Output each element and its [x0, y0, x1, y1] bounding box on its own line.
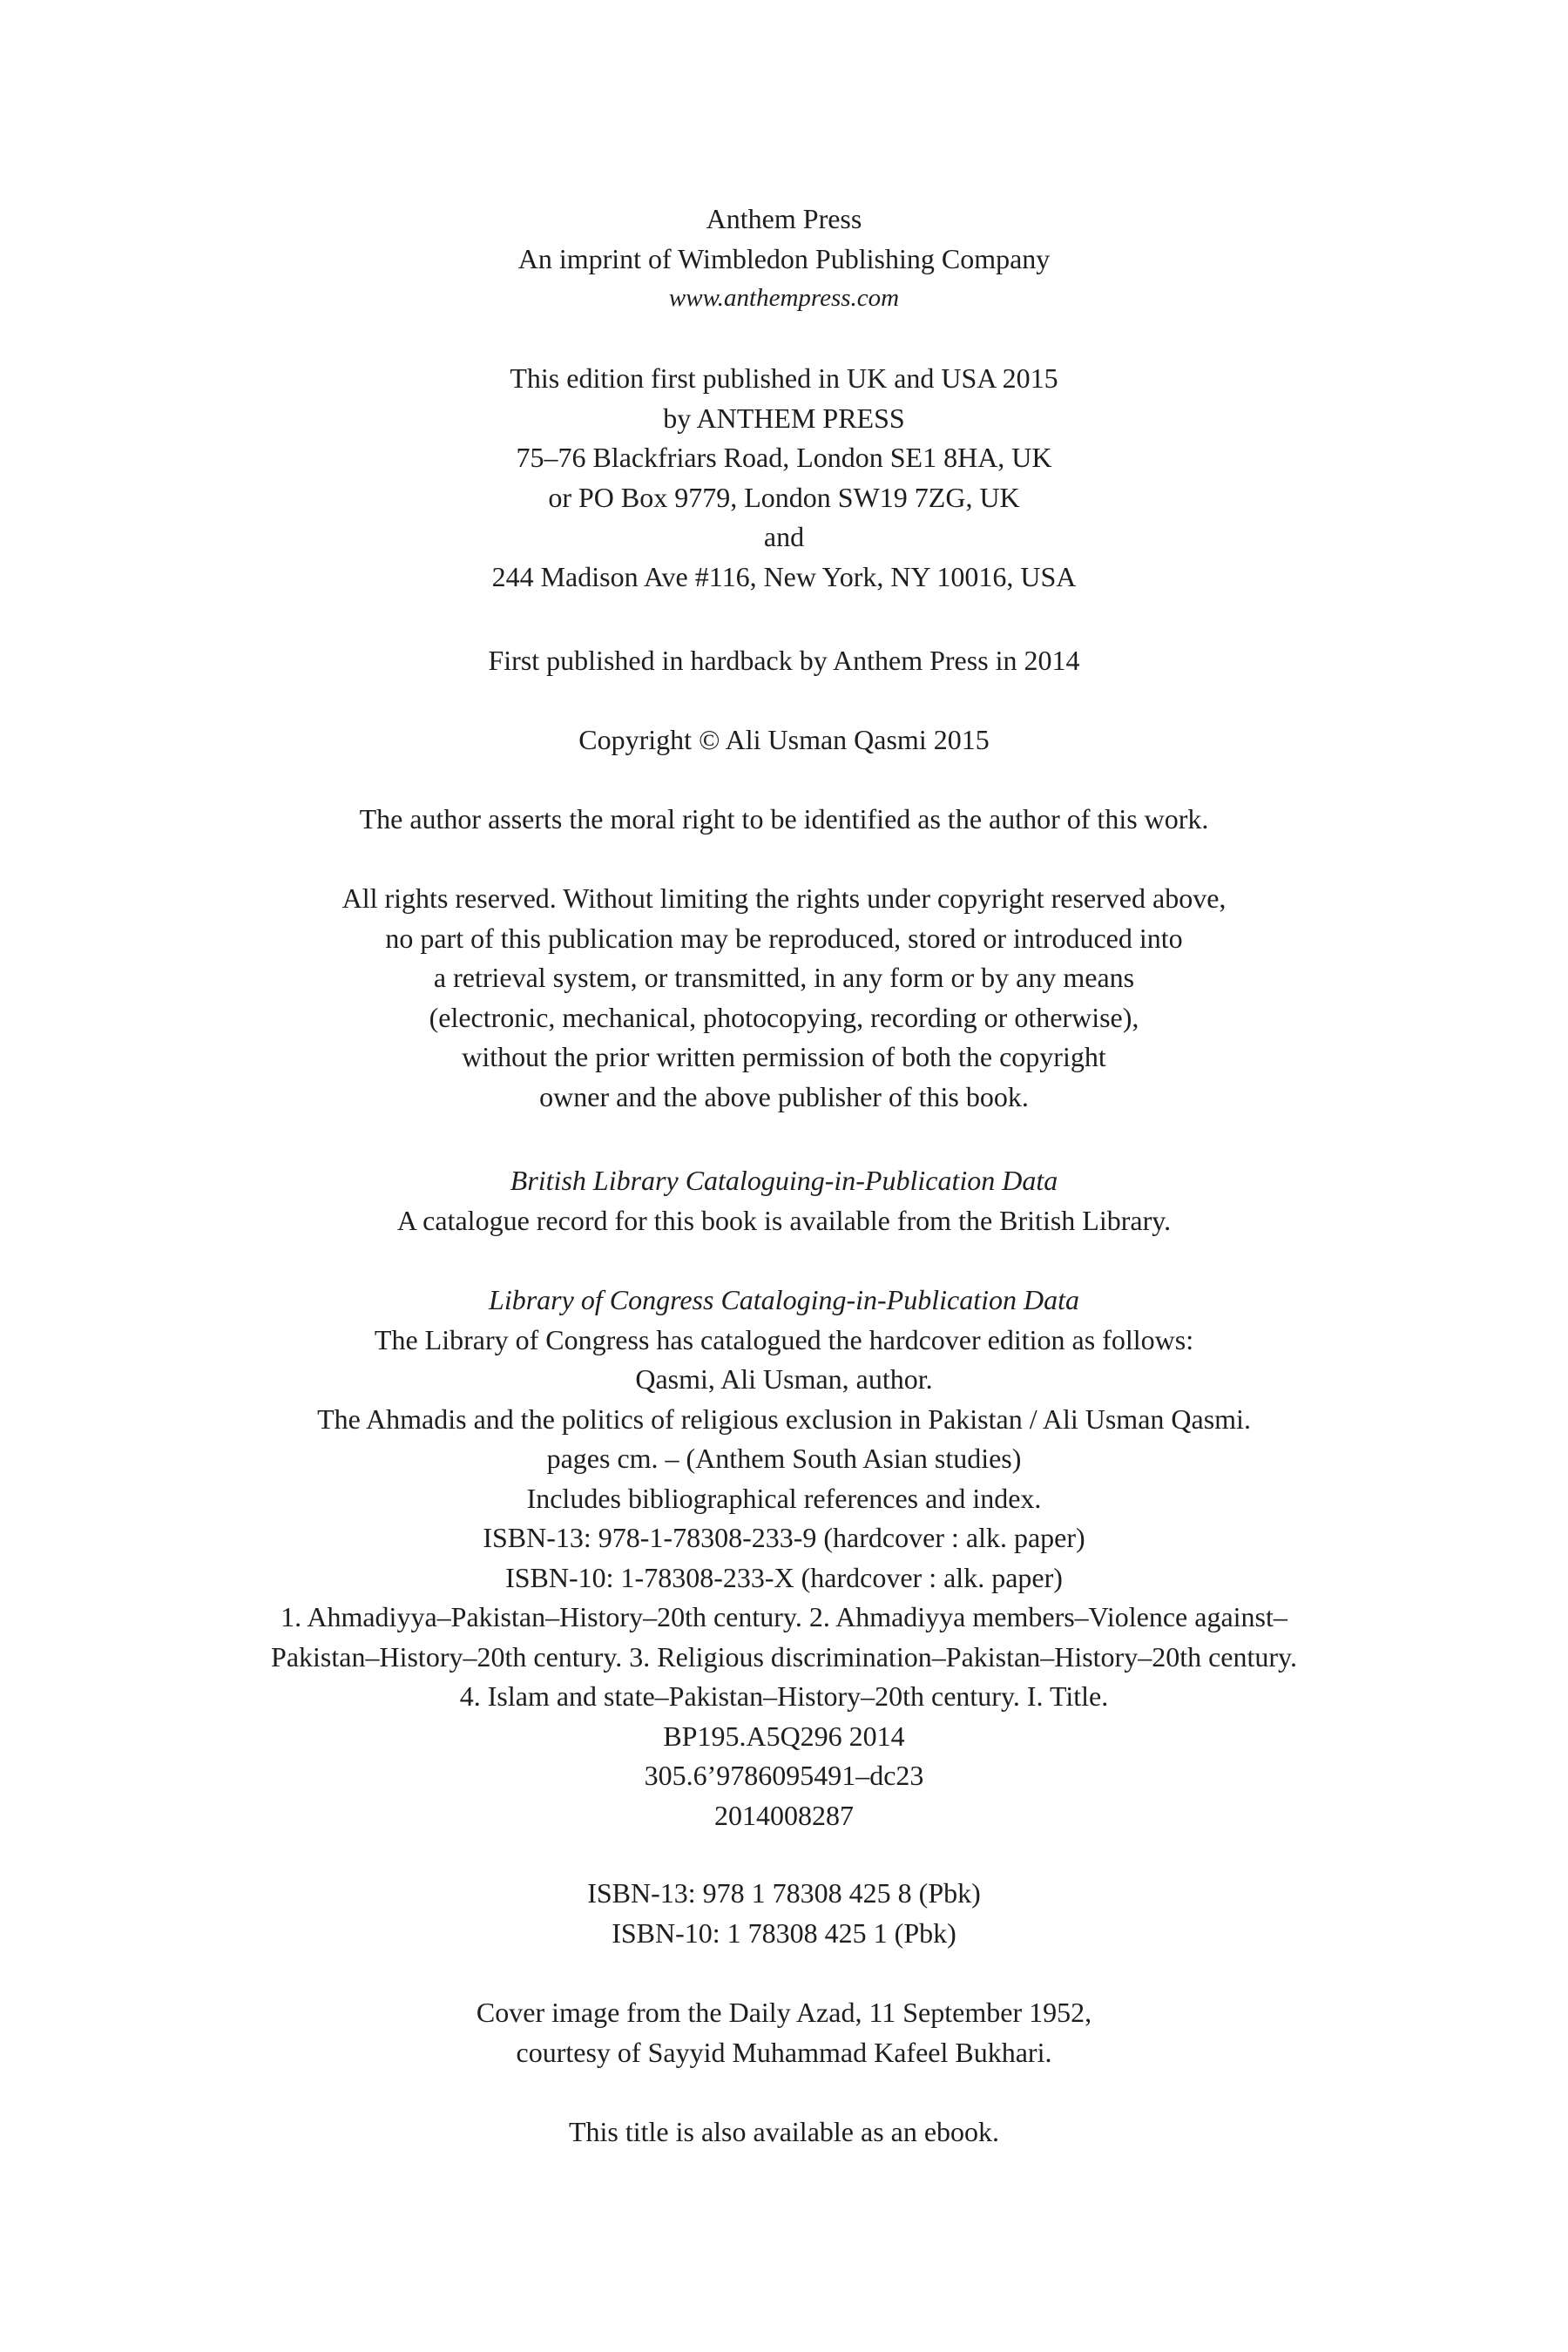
british-library-heading: British Library Cataloguing-in-Publication Data [510, 1165, 1058, 1196]
ebook-note [0, 2112, 1568, 2153]
rights-line: All rights reserved. Without limiting the rights under copyright reserved above, [341, 882, 1227, 914]
paperback-isbn-block [0, 1874, 1568, 1953]
hardback-note [0, 641, 1568, 681]
loc-line: 1. Ahmadiyya–Pakistan–History–20th century. 2. Ahmadiyya members–Violence against– [280, 1601, 1288, 1632]
rights-line: owner and the above publisher of this book. [539, 1080, 1029, 1112]
loc-line: BP195.A5Q296 2014 [663, 1720, 905, 1752]
loc-line: 2014008287 [714, 1799, 854, 1831]
loc-line: The Library of Congress has catalogued the hardcover edition as follows: [374, 1323, 1194, 1355]
publisher-name: Anthem Press [706, 203, 862, 234]
isbn10-pbk: ISBN-10: 1 78308 425 1 (Pbk) [612, 1916, 956, 1949]
library-of-congress-block [0, 1281, 1568, 1835]
copyright-notice [0, 720, 1568, 760]
loc-line: 305.6’9786095491–dc23 [644, 1760, 924, 1791]
copyright-text: Copyright © Ali Usman Qasmi 2015 [578, 724, 990, 755]
cover-credit-line: courtesy of Sayyid Muhammad Kafeel Bukhari. [516, 2036, 1052, 2068]
edition-address-line: 244 Madison Ave #116, New York, NY 10016, USA [491, 560, 1077, 592]
rights-line: no part of this publication may be reproduced, stored or introduced into [385, 922, 1183, 954]
loc-line: pages cm. – (Anthem South Asian studies) [546, 1443, 1022, 1474]
cover-credit-line: Cover image from the Daily Azad, 11 September 1952, [476, 1997, 1092, 2028]
isbn13-pbk: ISBN-13: 978 1 78308 425 8 (Pbk) [587, 1877, 981, 1909]
loc-line: Pakistan–History–20th century. 3. Religious discrimination–Pakistan–History–20th century. [271, 1640, 1297, 1673]
loc-line: The Ahmadis and the politics of religious exclusion in Pakistan / Ali Usman Qasmi. [317, 1402, 1251, 1435]
edition-line: This edition first published in UK and USA 2015 [510, 362, 1058, 394]
loc-line: ISBN-10: 1-78308-233-X (hardcover : alk. paper) [505, 1561, 1063, 1593]
ebook-note-text: This title is also available as an ebook. [568, 2116, 1000, 2147]
edition-address-line: 75–76 Blackfriars Road, London SE1 8HA, UK [516, 442, 1052, 473]
rights-line: a retrieval system, or transmitted, in any form or by any means [433, 962, 1135, 993]
edition-line: by ANTHEM PRESS [663, 402, 905, 434]
edition-address-line: or PO Box 9779, London SW19 7ZG, UK [548, 481, 1020, 513]
moral-right-notice [0, 800, 1568, 840]
edition-line: and [763, 521, 805, 552]
moral-right-text: The author asserts the moral right to be identified as the author of this work. [359, 803, 1209, 835]
publisher-imprint: An imprint of Wimbledon Publishing Company [517, 242, 1051, 274]
rights-line: without the prior written permission of both the copyright [462, 1041, 1106, 1072]
loc-line: 4. Islam and state–Pakistan–History–20th century. I. Title. [459, 1680, 1109, 1712]
rights-reserved-block [0, 879, 1568, 1117]
publisher-website: www.anthempress.com [668, 284, 900, 312]
loc-line: Qasmi, Ali Usman, author. [635, 1363, 933, 1395]
publisher-block [0, 199, 1568, 319]
edition-block [0, 359, 1568, 597]
loc-line: Includes bibliographical references and index. [526, 1482, 1042, 1514]
hardback-note-text: First published in hardback by Anthem Press in 2014 [488, 645, 1080, 676]
rights-line: (electronic, mechanical, photocopying, recording or otherwise), [429, 1001, 1139, 1033]
cover-credit-block [0, 1993, 1568, 2072]
loc-heading: Library of Congress Cataloging-in-Publication Data [489, 1284, 1079, 1315]
british-library-text: A catalogue record for this book is available from the British Library. [396, 1204, 1172, 1236]
british-library-block [0, 1161, 1568, 1240]
loc-line: ISBN-13: 978-1-78308-233-9 (hardcover : alk. paper) [483, 1522, 1085, 1553]
